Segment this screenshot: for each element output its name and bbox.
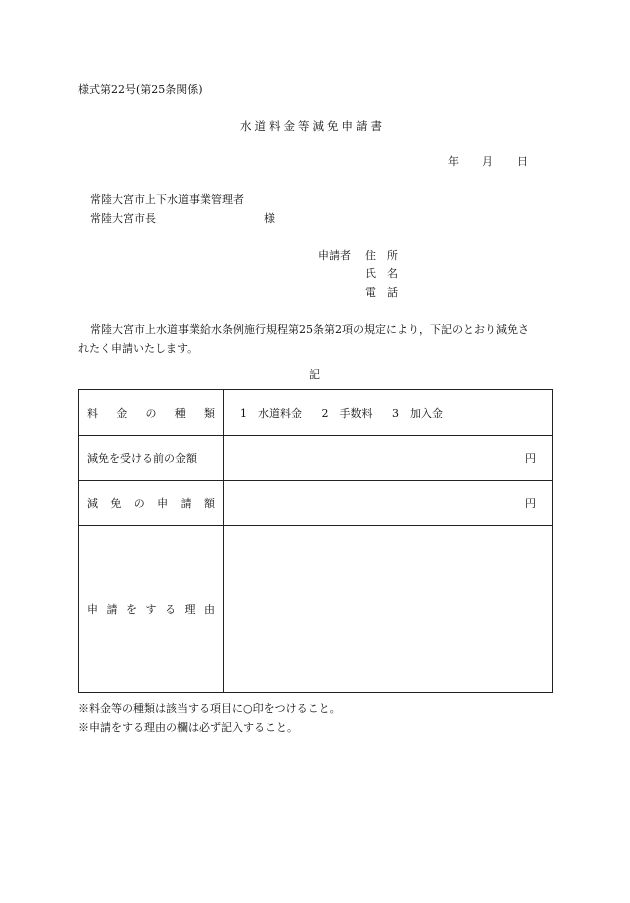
applicant-name-label: 氏 名	[365, 267, 398, 280]
applicant-phone-label: 電 話	[365, 286, 398, 299]
table-row-amount-before	[79, 436, 553, 481]
body-text-line2: れたく申請いたします。	[78, 342, 199, 355]
option-connection-fee[interactable]: 3 加入金	[392, 406, 443, 420]
body-text-line1: 常陸大宮市上水道事業給水条例施行規程第25条第2項の規定により，下記のとおり減免さ	[90, 323, 529, 336]
form-title: 水道料金等減免申請書	[240, 119, 385, 133]
date-day-label: 日	[517, 155, 528, 168]
addressee-honorific: 様	[264, 212, 275, 225]
table-row-reason	[79, 526, 553, 693]
note-reason: ※申請をする理由の欄は必ず記入すること。	[78, 721, 298, 734]
note-fee-type: ※料金等の種類は該当する項目に○印をつけること。	[78, 702, 341, 715]
requested-amount-label: 減 免 の 申 請 額	[79, 481, 224, 526]
amount-before-label: 減免を受ける前の金額	[79, 436, 224, 481]
ki-heading: 記	[309, 368, 320, 381]
amount-before-field[interactable]	[224, 436, 553, 481]
yen-unit: 円	[525, 452, 536, 465]
yen-unit: 円	[525, 497, 536, 510]
addressee-line2: 常陸大宮市長	[90, 212, 156, 225]
form-number: 様式第22号(第25条関係)	[78, 83, 203, 96]
reason-label: 申 請 を す る 理 由	[79, 526, 224, 693]
applicant-address-label: 住 所	[365, 249, 398, 262]
table-row-requested-amount	[79, 481, 553, 526]
fee-type-options[interactable]	[224, 390, 553, 436]
applicant-label: 申請者	[318, 249, 351, 262]
requested-amount-field[interactable]	[224, 481, 553, 526]
fee-type-label: 料 金 の 種 類	[79, 390, 224, 436]
reason-field[interactable]	[224, 526, 553, 693]
addressee-line1: 常陸大宮市上下水道事業管理者	[90, 193, 244, 206]
option-water-fee[interactable]: 1 水道料金	[240, 406, 302, 420]
application-table	[78, 389, 553, 693]
option-handling-fee[interactable]: 2 手数料	[321, 406, 373, 420]
table-row-fee-type	[79, 390, 553, 436]
date-year-label: 年	[448, 155, 459, 168]
date-month-label: 月	[482, 155, 493, 168]
